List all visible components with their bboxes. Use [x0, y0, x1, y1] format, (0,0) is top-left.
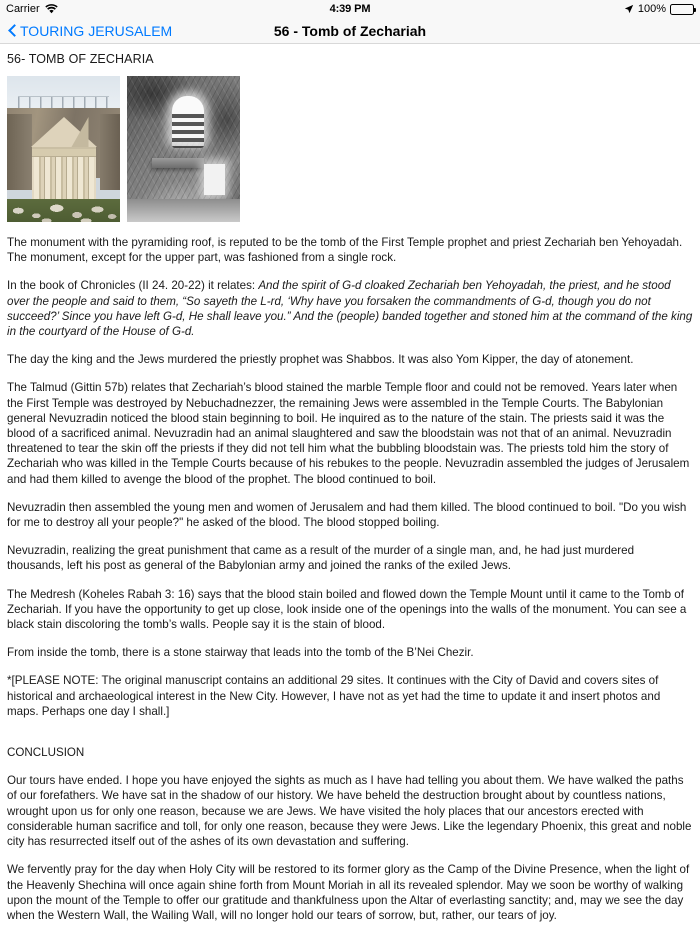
status-bar-right	[624, 3, 694, 15]
back-button-label: TOURING JERUSALEM	[20, 22, 173, 39]
chronicles-quote: And the spirit of G-d cloaked Zechariah ben Yehoyadah, the priest, and he stood over the people and said to them, “So sayeth the L-rd, ‘Why have you forsaken the commandments of G-d, though you do not succeed?’ Since you have left G-d, He shall leave you.” And the (people) banded together and stoned him at the command of the king in the courtyard of the House of G-d.	[7, 279, 693, 339]
battery-full-icon	[670, 4, 694, 15]
article-body	[7, 235, 693, 923]
status-bar-clock: 4:39 PM	[329, 3, 371, 15]
paragraph: The day the king and the Jews murdered the priestly prophet was Shabbos. It was also Yom Kipper, the day of atonement.	[7, 353, 634, 367]
location-arrow-icon	[624, 4, 634, 14]
paragraph-please-note: *[PLEASE NOTE: The original manuscript contains an additional 29 sites. It continues with the City of David and covers sites of historical and archaeological interest in the New City. However, I have not as yet had the time to update it and insert photos and maps. Perhaps one day I shall.]	[7, 674, 661, 718]
paragraph: Our tours have ended. I hope you have enjoyed the sights as much as I have had telling you about them. We have walked the paths of our forefathers. We have sat in the shadow of our history. We have beheld the destruction brought about by countless nations, wrought upon us for only one reason, because we are Jews. We have visited the holy places that our ancestors erected with considerable human sacrifice and toll, for only one reason, because they were Jews. Like the legendary Phoenix, this great and noble city has resurrected itself out of the ashes of its own devastation and suffering.	[7, 774, 692, 849]
article-heading: 56- TOMB OF ZECHARIA	[7, 52, 154, 66]
paragraph: The Talmud (Gittin 57b) relates that Zechariah’s blood stained the marble Temple floor and could not be removed. Years later when the First Temple was destroyed by Nebuchadnezzer, the remaining Jews were assembled in the Temple Courts. The Babylonian general Nevuzradin noticed the blood stain beginning to boil. He inquired as to the nature of the stain. The priests said it was the blood of a sacrificed animal. Nevuzradin had an animal slaughtered and saw the bloodstain was not that of an animal. Nevuzradin threatened to tear the skin off the priests if they did not tell him what the bubbling bloodstain was. The priests told him the story of Zechariah who was killed in the Temple Courts because of his rebukes to the people. Nevuzradin assembled the judges of Jerusalem and had them killed to avenge the blood of the prophet. The blood continued to boil.	[7, 381, 690, 486]
carrier-label: Carrier	[6, 3, 40, 15]
status-bar	[0, 0, 700, 18]
paragraph: We fervently pray for the day when Holy City will be restored to its former glory as the Camp of the Divine Presence, when the light of the Heavenly Shechina will once again shine forth from Mount Moriah in all its revealed splendor. May we soon be worthy of walking upon the mount of the Temple to offer our gratitude and thankfulness upon the Altar of everlasting sanctity; and, may we see the day when the Western Wall, the Wailing Wall, will no longer hold our tears of sorrow, but, rather, our tears of joy.	[7, 863, 690, 922]
paragraph: Nevuzradin then assembled the young men and women of Jerusalem and had them killed. The blood continued to boil. "Do you wish for me to destroy all your people?" he asked of the blood. The blood stopped boiling.	[7, 500, 687, 530]
back-button[interactable]	[8, 23, 172, 39]
paragraph: From inside the tomb, there is a stone stairway that leads into the tomb of the B’Nei Chezir.	[7, 646, 474, 660]
navigation-bar	[0, 18, 700, 44]
page-title: 56 - Tomb of Zechariah	[273, 22, 427, 39]
paragraph-chronicles	[7, 278, 693, 339]
conclusion-heading: CONCLUSION	[7, 746, 85, 760]
paragraph: Nevuzradin, realizing the great punishment that came as a result of the murder of a single man, and, he had just murdered thousands, left his post as general of the Babylonian army and joined the ranks of the exiled Jews.	[7, 544, 635, 573]
chronicles-lead: In the book of Chronicles (II 24. 20-22) it relates:	[7, 279, 259, 293]
battery-percent-label: 100%	[637, 3, 666, 15]
tomb-interior-photo[interactable]	[127, 76, 240, 222]
article-content[interactable]	[0, 44, 700, 934]
paragraph: The monument with the pyramiding roof, is reputed to be the tomb of the First Temple prophet and priest Zechariah ben Yehoyadah. The monument, except for the upper part, was fashioned from a single rock.	[7, 236, 683, 265]
tomb-of-zechariah-monument-photo[interactable]	[7, 76, 120, 222]
paragraph: The Medresh (Koheles Rabah 3: 16) says that the blood stain boiled and flowed down the Temple Mount until it came to the Tomb of Zechariah. If you have the opportunity to get up close, look inside one of the openings into the walls of the monument. You can see a black stain discoloring the tomb’s walls. People say it is the stain of blood.	[7, 587, 687, 632]
chevron-left-icon	[8, 23, 17, 38]
photo-gallery	[7, 76, 693, 222]
